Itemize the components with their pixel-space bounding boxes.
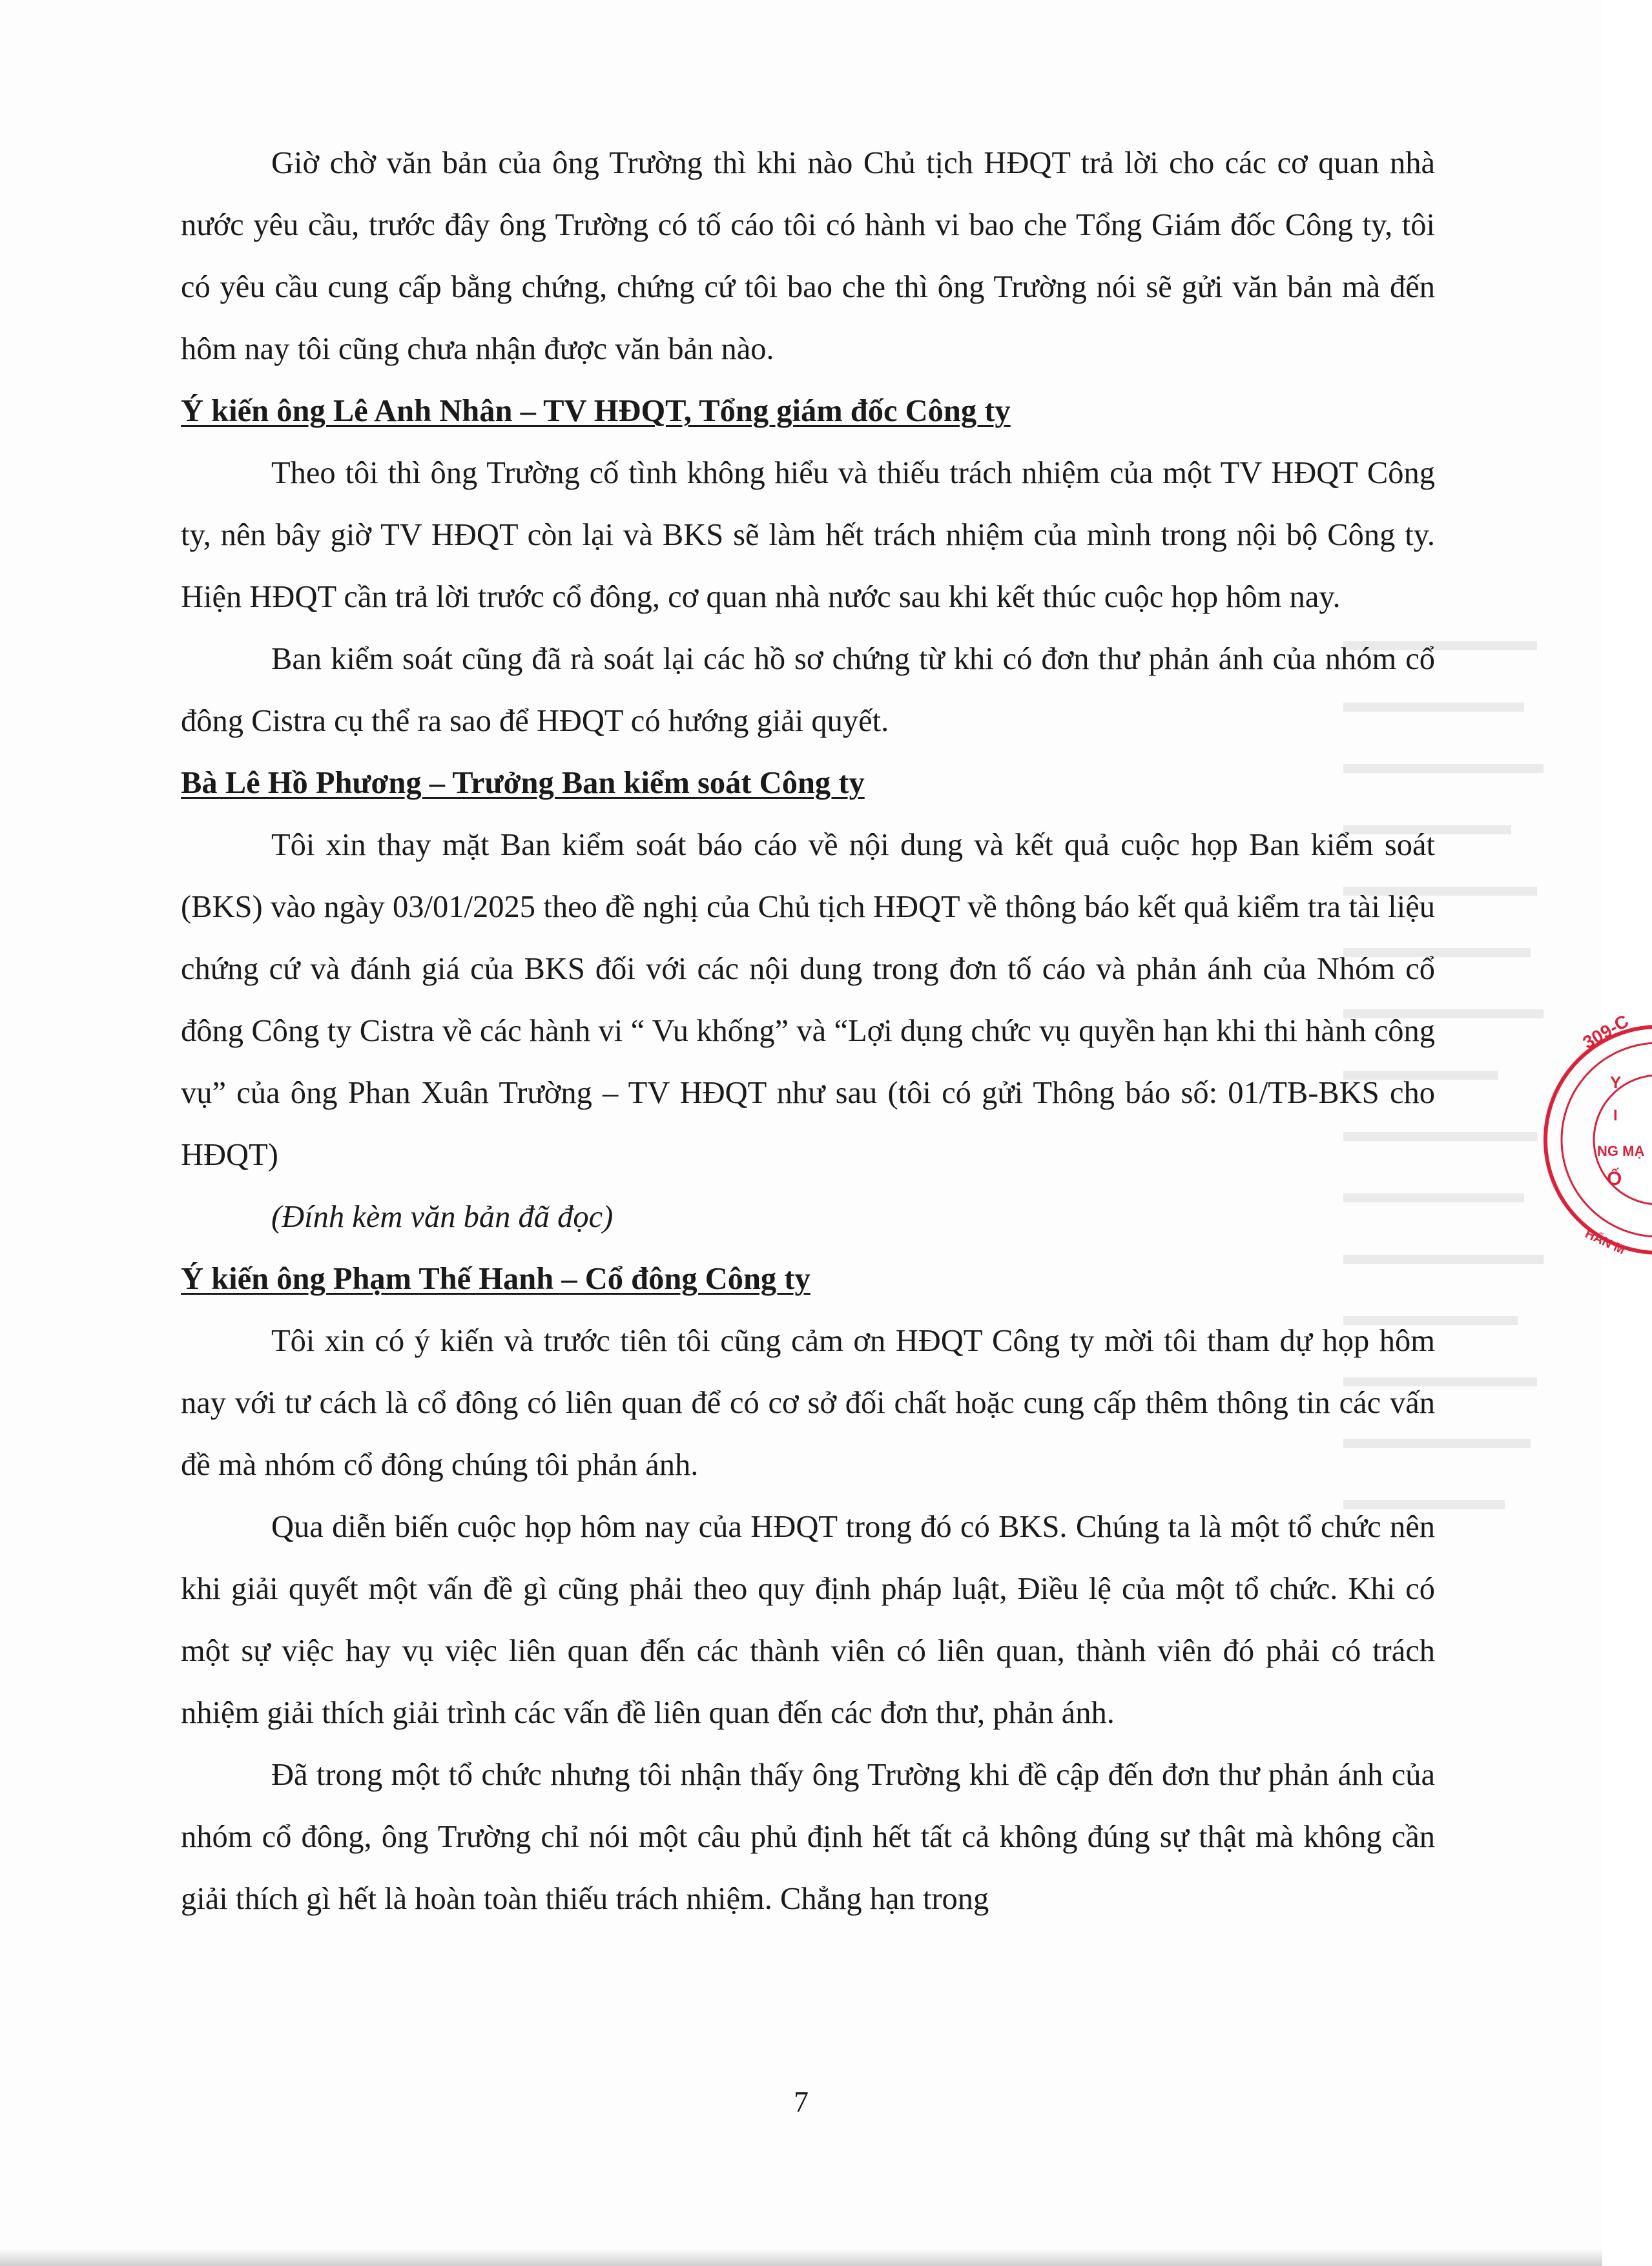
svg-text:NG MẠ: NG MẠ	[1597, 1143, 1645, 1159]
paragraph: Qua diễn biến cuộc họp hôm nay của HĐQT trong đó có BKS. Chúng ta là một tổ chức nên khi giải quyết một vấn đề gì cũng phải theo quy định pháp luật, Điều lệ của một tổ chức. Khi có một sự việc hay vụ việc liên quan đến các thành viên có liên quan, thành viên đó phải có trách nhiệm giải thích giải trình các vấn đề liên quan đến các đơn thư, phản ánh.	[181, 1510, 1435, 1730]
document-body	[181, 132, 1435, 1930]
company-seal-stamp-icon	[1549, 998, 1652, 1282]
paragraph: Theo tôi thì ông Trường cố tình không hiểu và thiếu trách nhiệm của một TV HĐQT Công ty, nên bây giờ TV HĐQT còn lại và BKS sẽ làm hết trách nhiệm của mình trong nội bộ Công ty. Hiện HĐQT cần trả lời trước cổ đông, cơ quan nhà nước sau khi kết thúc cuộc họp hôm nay.	[181, 456, 1435, 614]
section-heading-pham-the-hanh: Ý kiến ông Phạm Thế Hanh – Cổ đông Công ty	[181, 1262, 811, 1296]
paragraph: Tôi xin thay mặt Ban kiểm soát báo cáo về nội dung và kết quả cuộc họp Ban kiểm soát (BKS) vào ngày 03/01/2025 theo đề nghị của Chủ tịch HĐQT về thông báo kết quả kiểm tra tài liệu chứng cứ và đánh giá của BKS đối với các nội dung trong đơn tố cáo và phản ánh của Nhóm cổ đông Công ty Cistra về các hành vi “ Vu khống” và “Lợi dụng chức vụ quyền hạn khi thi hành công vụ” của ông Phan Xuân Trường – TV HĐQT như sau (tôi có gửi Thông báo số: 01/TB-BKS cho HĐQT)	[181, 828, 1435, 1172]
section-heading-le-anh-nhan: Ý kiến ông Lê Anh Nhân – TV HĐQT, Tổng giám đốc Công ty	[181, 394, 1011, 428]
paragraph: Giờ chờ văn bản của ông Trường thì khi nào Chủ tịch HĐQT trả lời cho các cơ quan nhà nước yêu cầu, trước đây ông Trường có tố cáo tôi có hành vi bao che Tổng Giám đốc Công ty, tôi có yêu cầu cung cấp bằng chứng, chứng cứ tôi bao che thì ông Trường nói sẽ gửi văn bản mà đến hôm nay tôi cũng chưa nhận được văn bản nào.	[181, 146, 1435, 366]
attachment-note: (Đính kèm văn bản đã đọc)	[271, 1200, 614, 1234]
page-number: 7	[794, 2085, 809, 2118]
svg-text:Y: Y	[1610, 1073, 1622, 1092]
svg-text:Ố: Ố	[1607, 1168, 1622, 1190]
svg-text:309-C: 309-C	[1579, 1011, 1633, 1053]
paragraph: Tôi xin có ý kiến và trước tiên tôi cũng cảm ơn HĐQT Công ty mời tôi tham dự họp hôm nay với tư cách là cổ đông có liên quan để có cơ sở đối chất hoặc cung cấp thêm thông tin các vấn đề mà nhóm cổ đông chúng tôi phản ánh.	[181, 1324, 1435, 1482]
scan-bottom-edge	[0, 2247, 1602, 2266]
paragraph: Ban kiểm soát cũng đã rà soát lại các hồ sơ chứng từ khi có đơn thư phản ánh của nhóm cổ đông Cistra cụ thể ra sao để HĐQT có hướng giải quyết.	[181, 642, 1435, 738]
svg-text:HẤN M: HẤN M	[1582, 1226, 1627, 1258]
section-heading-le-ho-phuong: Bà Lê Hồ Phương – Trưởng Ban kiểm soát Công ty	[181, 766, 865, 800]
paragraph: Đã trong một tổ chức nhưng tôi nhận thấy ông Trường khi đề cập đến đơn thư phản ánh của nhóm cổ đông, ông Trường chỉ nói một câu phủ định hết tất cả không đúng sự thật mà không cần giải thích gì hết là hoàn toàn thiếu trách nhiệm. Chẳng hạn trong	[181, 1758, 1435, 1916]
svg-text:I: I	[1613, 1107, 1618, 1124]
